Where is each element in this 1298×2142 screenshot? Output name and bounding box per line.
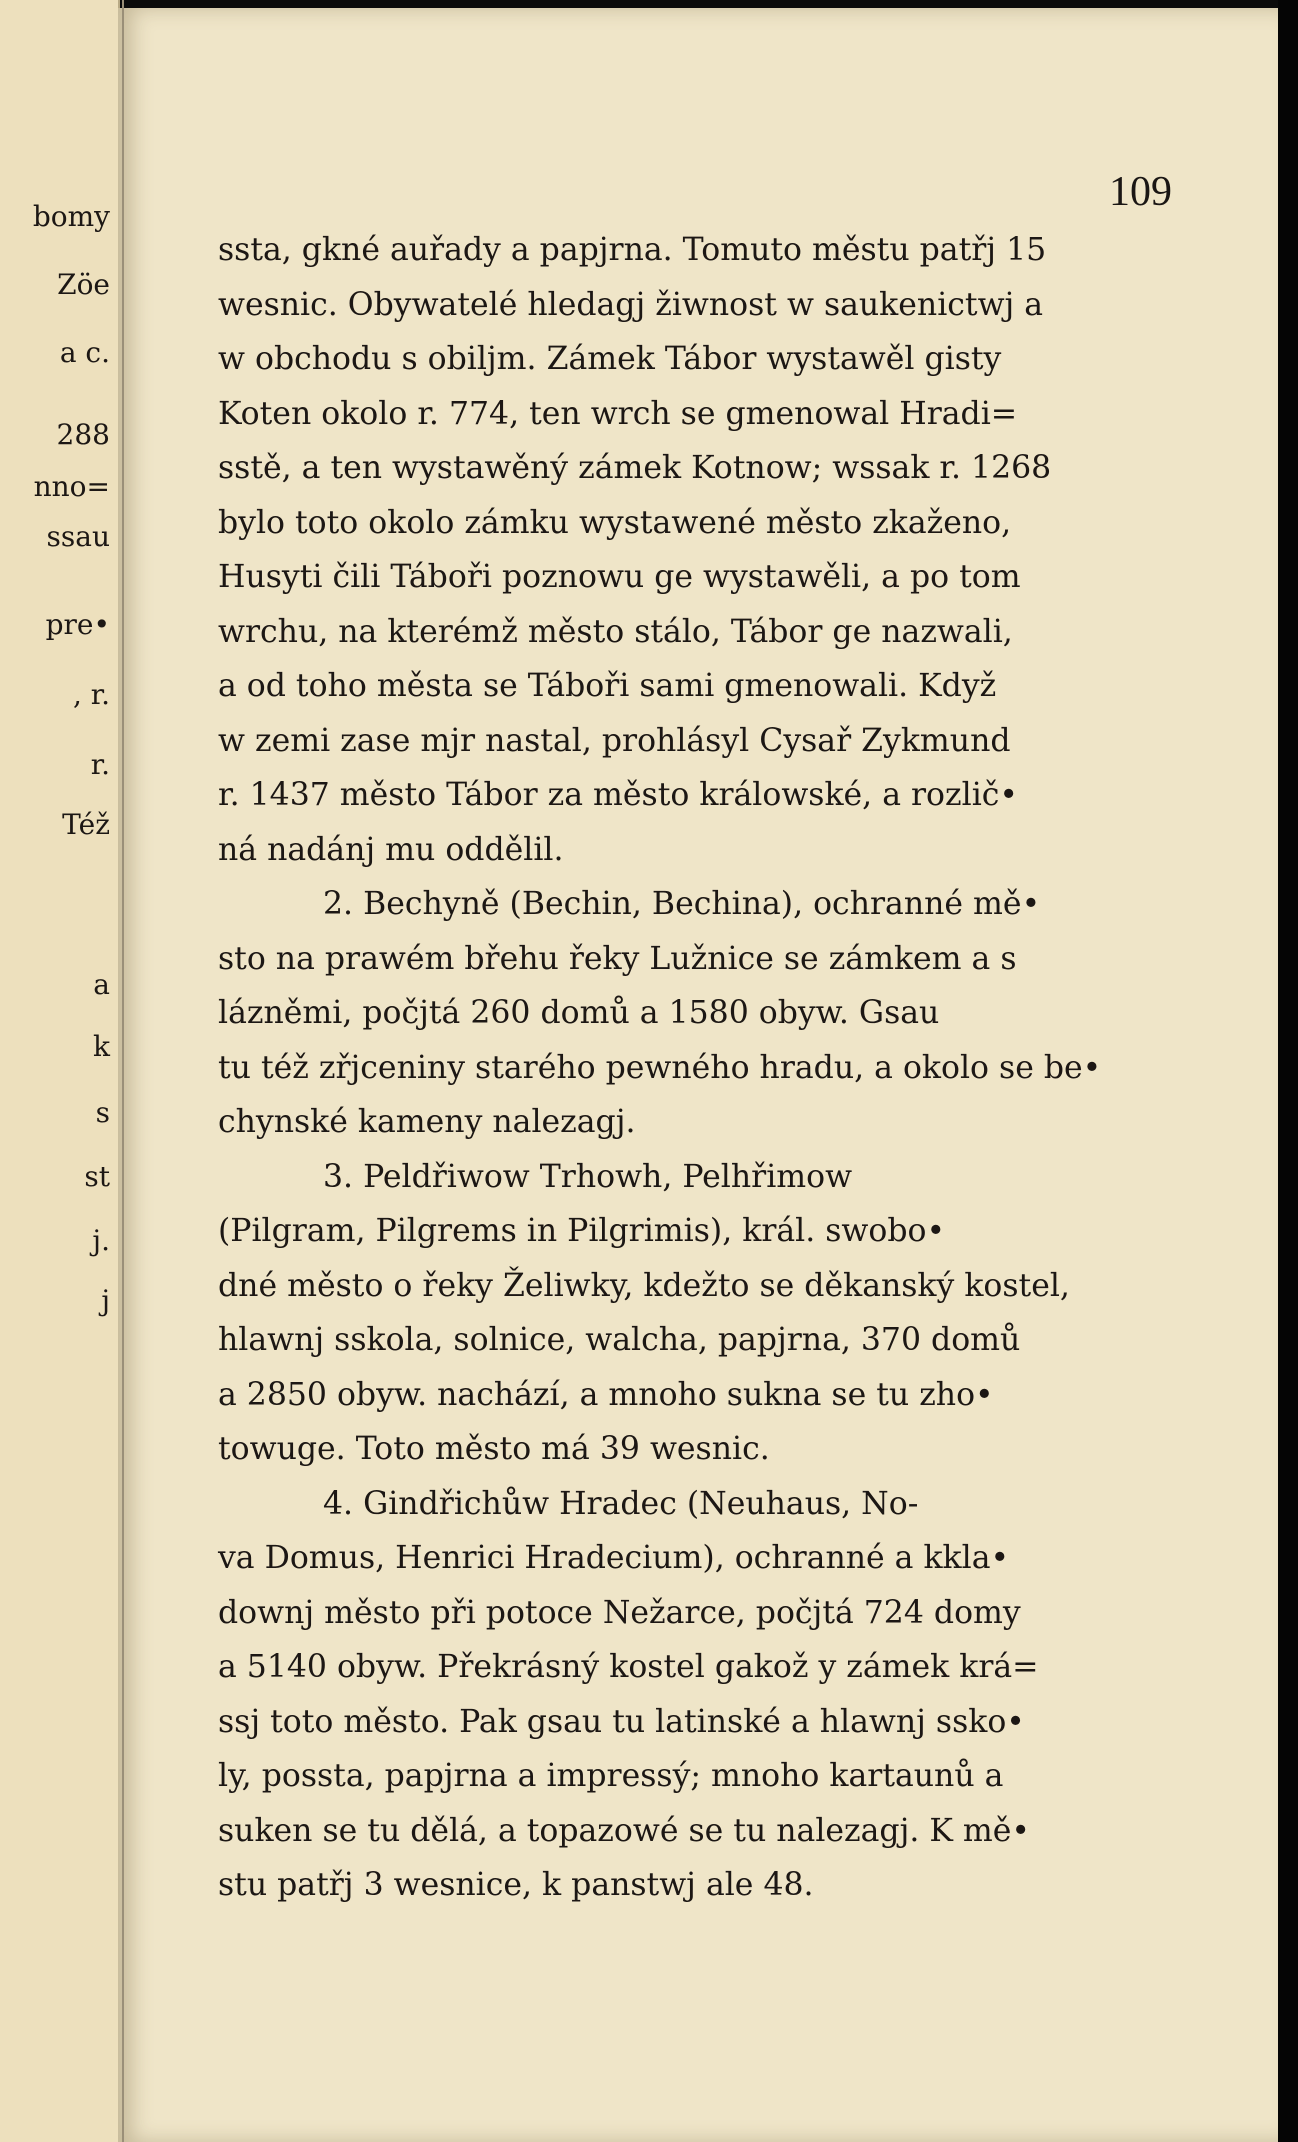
- previous-page-fragment: Též: [62, 808, 110, 841]
- text-line: bylo toto okolo zámku wystawené město zkaženo,: [218, 504, 1012, 541]
- text-line: 3. Peldřiwow Trhowh, Pelhřimow: [323, 1158, 853, 1195]
- text-line: a 2850 obyw. nachází, a mnoho sukna se tu zho•: [218, 1376, 994, 1413]
- previous-page-fragment: Zöe: [57, 268, 110, 301]
- text-line: stu patřj 3 wesnice, k panstwj ale 48.: [218, 1867, 814, 1903]
- text-line: dné město o řeky Želiwky, kdežto se děkanský kostel,: [218, 1267, 1070, 1304]
- text-line: va Domus, Henrici Hradecium), ochranné a kkla•: [218, 1540, 1010, 1576]
- previous-page-fragment: j: [101, 1284, 110, 1317]
- text-line: w obchodu s obiljm. Zámek Tábor wystawěl gisty: [218, 341, 1002, 377]
- previous-page-fragment: pre•: [45, 608, 110, 641]
- previous-page-fragment: , r.: [72, 678, 110, 711]
- scan-edge: [1278, 0, 1298, 2142]
- text-line: 2. Bechyně (Bechin, Bechina), ochranné mě•: [323, 886, 1041, 922]
- text-line: chynské kameny nalezagj.: [218, 1104, 636, 1140]
- previous-page-fragment: r.: [90, 748, 110, 781]
- text-line: 4. Gindřichůw Hradec (Neuhaus, No-: [323, 1485, 919, 1522]
- text-line: downj město při potoce Nežarce, počjtá 724 domy: [218, 1594, 1021, 1631]
- text-line: wesnic. Obywatelé hledagj žiwnost w saukenictwj a: [218, 286, 1044, 323]
- previous-page-fragment: j.: [92, 1224, 110, 1257]
- text-line: sstě, a ten wystawěný zámek Kotnow; wssak r. 1268: [218, 450, 1052, 486]
- previous-page-fragment: st: [84, 1160, 110, 1193]
- text-line: a 5140 obyw. Překrásný kostel gakož y zámek krá=: [218, 1649, 1039, 1685]
- page-number: 109: [1109, 169, 1172, 215]
- previous-page-fragment: bomy: [32, 200, 110, 233]
- previous-page-fragment: a c.: [59, 336, 110, 369]
- text-line: lázněmi, počjtá 260 domů a 1580 obyw. Gsau: [218, 995, 940, 1031]
- previous-page-fragment: nno=: [33, 470, 110, 503]
- previous-page-fragment: s: [95, 1096, 110, 1129]
- book-page: [118, 8, 1280, 2142]
- text-line: ssta, gkné auřady a papjrna. Tomuto městu patřj 15: [218, 232, 1047, 268]
- page-text: [218, 223, 1198, 1913]
- text-line: a od toho města se Táboři sami gmenowali. Když: [218, 668, 997, 704]
- text-line: tu též zřjceniny starého pewného hradu, a okolo se be•: [218, 1049, 1102, 1086]
- text-line: (Pilgram, Pilgrems in Pilgrimis), král. swobo•: [218, 1213, 946, 1249]
- text-line: ly, possta, papjrna a impressý; mnoho kartaunů a: [218, 1758, 1004, 1794]
- previous-page-fragment: 288: [56, 418, 110, 451]
- page-gutter-line: [122, 0, 124, 2142]
- text-line: hlawnj sskola, solnice, walcha, papjrna, 370 domů: [218, 1322, 1021, 1358]
- text-line: sto na prawém břehu řeky Lužnice se zámkem a s: [218, 940, 1017, 977]
- text-line: Koten okolo r. 774, ten wrch se gmenowal Hradi=: [218, 395, 1018, 432]
- text-line: ná nadánj mu oddělil.: [218, 831, 564, 868]
- text-line: w zemi zase mjr nastal, prohlásyl Cysař Zykmund: [218, 722, 1011, 759]
- previous-page-fragment: k: [93, 1030, 110, 1063]
- text-line: suken se tu dělá, a topazowé se tu nalezagj. K mě•: [218, 1812, 1031, 1849]
- text-line: r. 1437 město Tábor za město králowské, a rozlič•: [218, 777, 1018, 813]
- text-line: Husyti čili Táboři poznowu ge wystawěli, a po tom: [218, 559, 1021, 595]
- previous-page-fragment: a: [93, 968, 110, 1001]
- text-line: towuge. Toto město má 39 wesnic.: [218, 1431, 770, 1467]
- previous-page-edge: [0, 0, 120, 2142]
- text-line: ssj toto město. Pak gsau tu latinské a hlawnj ssko•: [218, 1703, 1025, 1740]
- text-line: wrchu, na kterémž město stálo, Tábor ge nazwali,: [218, 613, 1013, 650]
- previous-page-fragment: ssau: [46, 520, 110, 553]
